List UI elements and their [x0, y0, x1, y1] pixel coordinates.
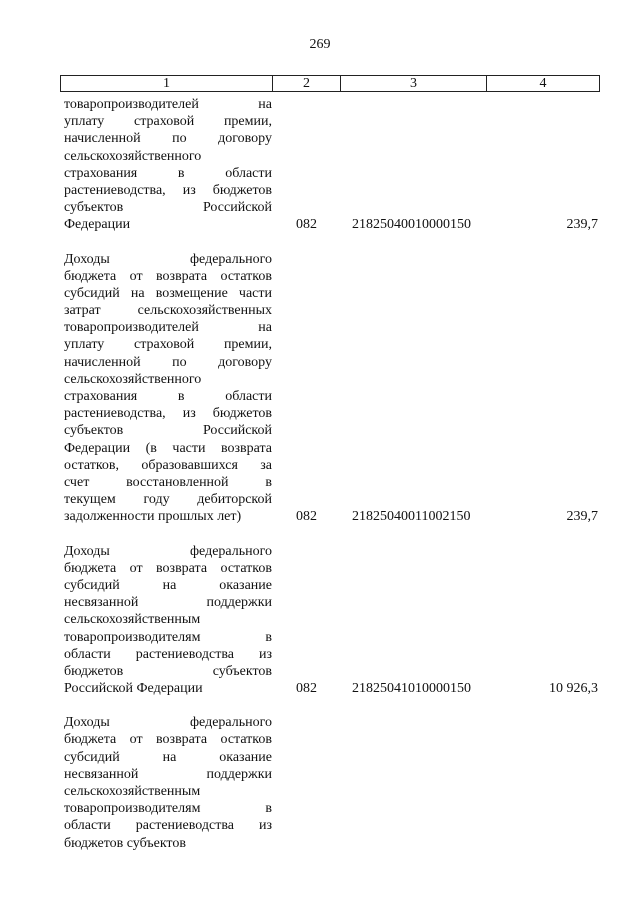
row-description: [64, 251, 272, 526]
amount: 239,7: [566, 509, 598, 525]
description-line: бюджетов субъектов: [64, 835, 186, 851]
admin-code: 082: [296, 509, 317, 525]
description-line: Доходы федерального: [64, 543, 272, 559]
header-cell-3: 3: [341, 76, 487, 91]
description-line: товаропроизводителям в: [64, 629, 272, 645]
table-row: [60, 543, 600, 698]
table-header-row: [60, 75, 600, 92]
description-line: бюджетов субъектов: [64, 663, 272, 679]
description-line: начисленной по договору: [64, 354, 272, 370]
description-line: остатков, образовавшихся за: [64, 457, 272, 473]
description-line: страхования в области: [64, 389, 272, 405]
description-line: Федерации: [64, 217, 131, 233]
budget-table: [60, 75, 600, 851]
description-line: товаропроизводителям в: [64, 801, 272, 817]
description-line: бюджета от возврата остатков: [64, 268, 272, 284]
description-line: уплату страховой премии,: [64, 114, 272, 130]
table-body: [60, 96, 600, 852]
row-description: [64, 543, 272, 698]
description-line: Доходы федерального: [64, 251, 272, 267]
description-line: субъектов Российской: [64, 423, 272, 439]
description-line: растениеводства, из бюджетов: [64, 182, 272, 198]
header-cell-4: 4: [539, 76, 547, 91]
row-description: [64, 714, 272, 852]
description-line: Федерации (в части возврата: [64, 440, 272, 456]
description-line: бюджета от возврата остатков: [64, 560, 272, 576]
description-line: несвязанной поддержки: [64, 595, 272, 611]
description-line: уплату страховой премии,: [64, 337, 272, 353]
description-line: субсидий на оказание: [64, 577, 272, 593]
description-line: товаропроизводителей на: [64, 320, 272, 336]
description-line: области растениеводства из: [64, 646, 272, 662]
description-line: начисленной по договору: [64, 131, 272, 147]
description-line: сельскохозяйственного: [64, 148, 202, 164]
description-line: затрат сельскохозяйственных: [64, 303, 272, 319]
description-line: бюджета от возврата остатков: [64, 732, 272, 748]
admin-code: 082: [296, 217, 317, 233]
description-line: сельскохозяйственного: [64, 371, 202, 387]
budget-classification-code: 21825040010000150: [352, 217, 471, 233]
description-line: растениеводства, из бюджетов: [64, 406, 272, 422]
table-row: [60, 96, 600, 234]
description-line: текущем году дебиторской: [64, 492, 272, 508]
table-row: [60, 251, 600, 526]
description-line: товаропроизводителей на: [64, 97, 272, 112]
description-line: страхования в области: [64, 165, 272, 181]
table-row: [60, 714, 600, 852]
description-line: субсидий на оказание: [64, 749, 272, 765]
description-line: сельскохозяйственным: [64, 784, 201, 800]
description-line: субсидий на возмещение части: [64, 285, 272, 301]
amount: 10 926,3: [549, 681, 598, 697]
row-description: [64, 96, 272, 234]
description-line: субъектов Российской: [64, 200, 272, 216]
amount: 239,7: [566, 217, 598, 233]
description-line: несвязанной поддержки: [64, 766, 272, 782]
description-line: счет восстановленной в: [64, 474, 272, 490]
budget-classification-code: 21825041010000150: [352, 681, 471, 697]
description-line: задолженности прошлых лет): [64, 509, 242, 525]
admin-code: 082: [296, 681, 317, 697]
budget-classification-code: 21825040011002150: [352, 509, 471, 525]
description-line: сельскохозяйственным: [64, 612, 201, 628]
header-cell-1: 1: [61, 76, 273, 91]
description-line: Доходы федерального: [64, 715, 272, 731]
description-line: Российской Федерации: [64, 681, 203, 697]
header-cell-2: 2: [273, 76, 341, 91]
description-line: области растениеводства из: [64, 818, 272, 834]
page-number: 269: [309, 37, 331, 52]
